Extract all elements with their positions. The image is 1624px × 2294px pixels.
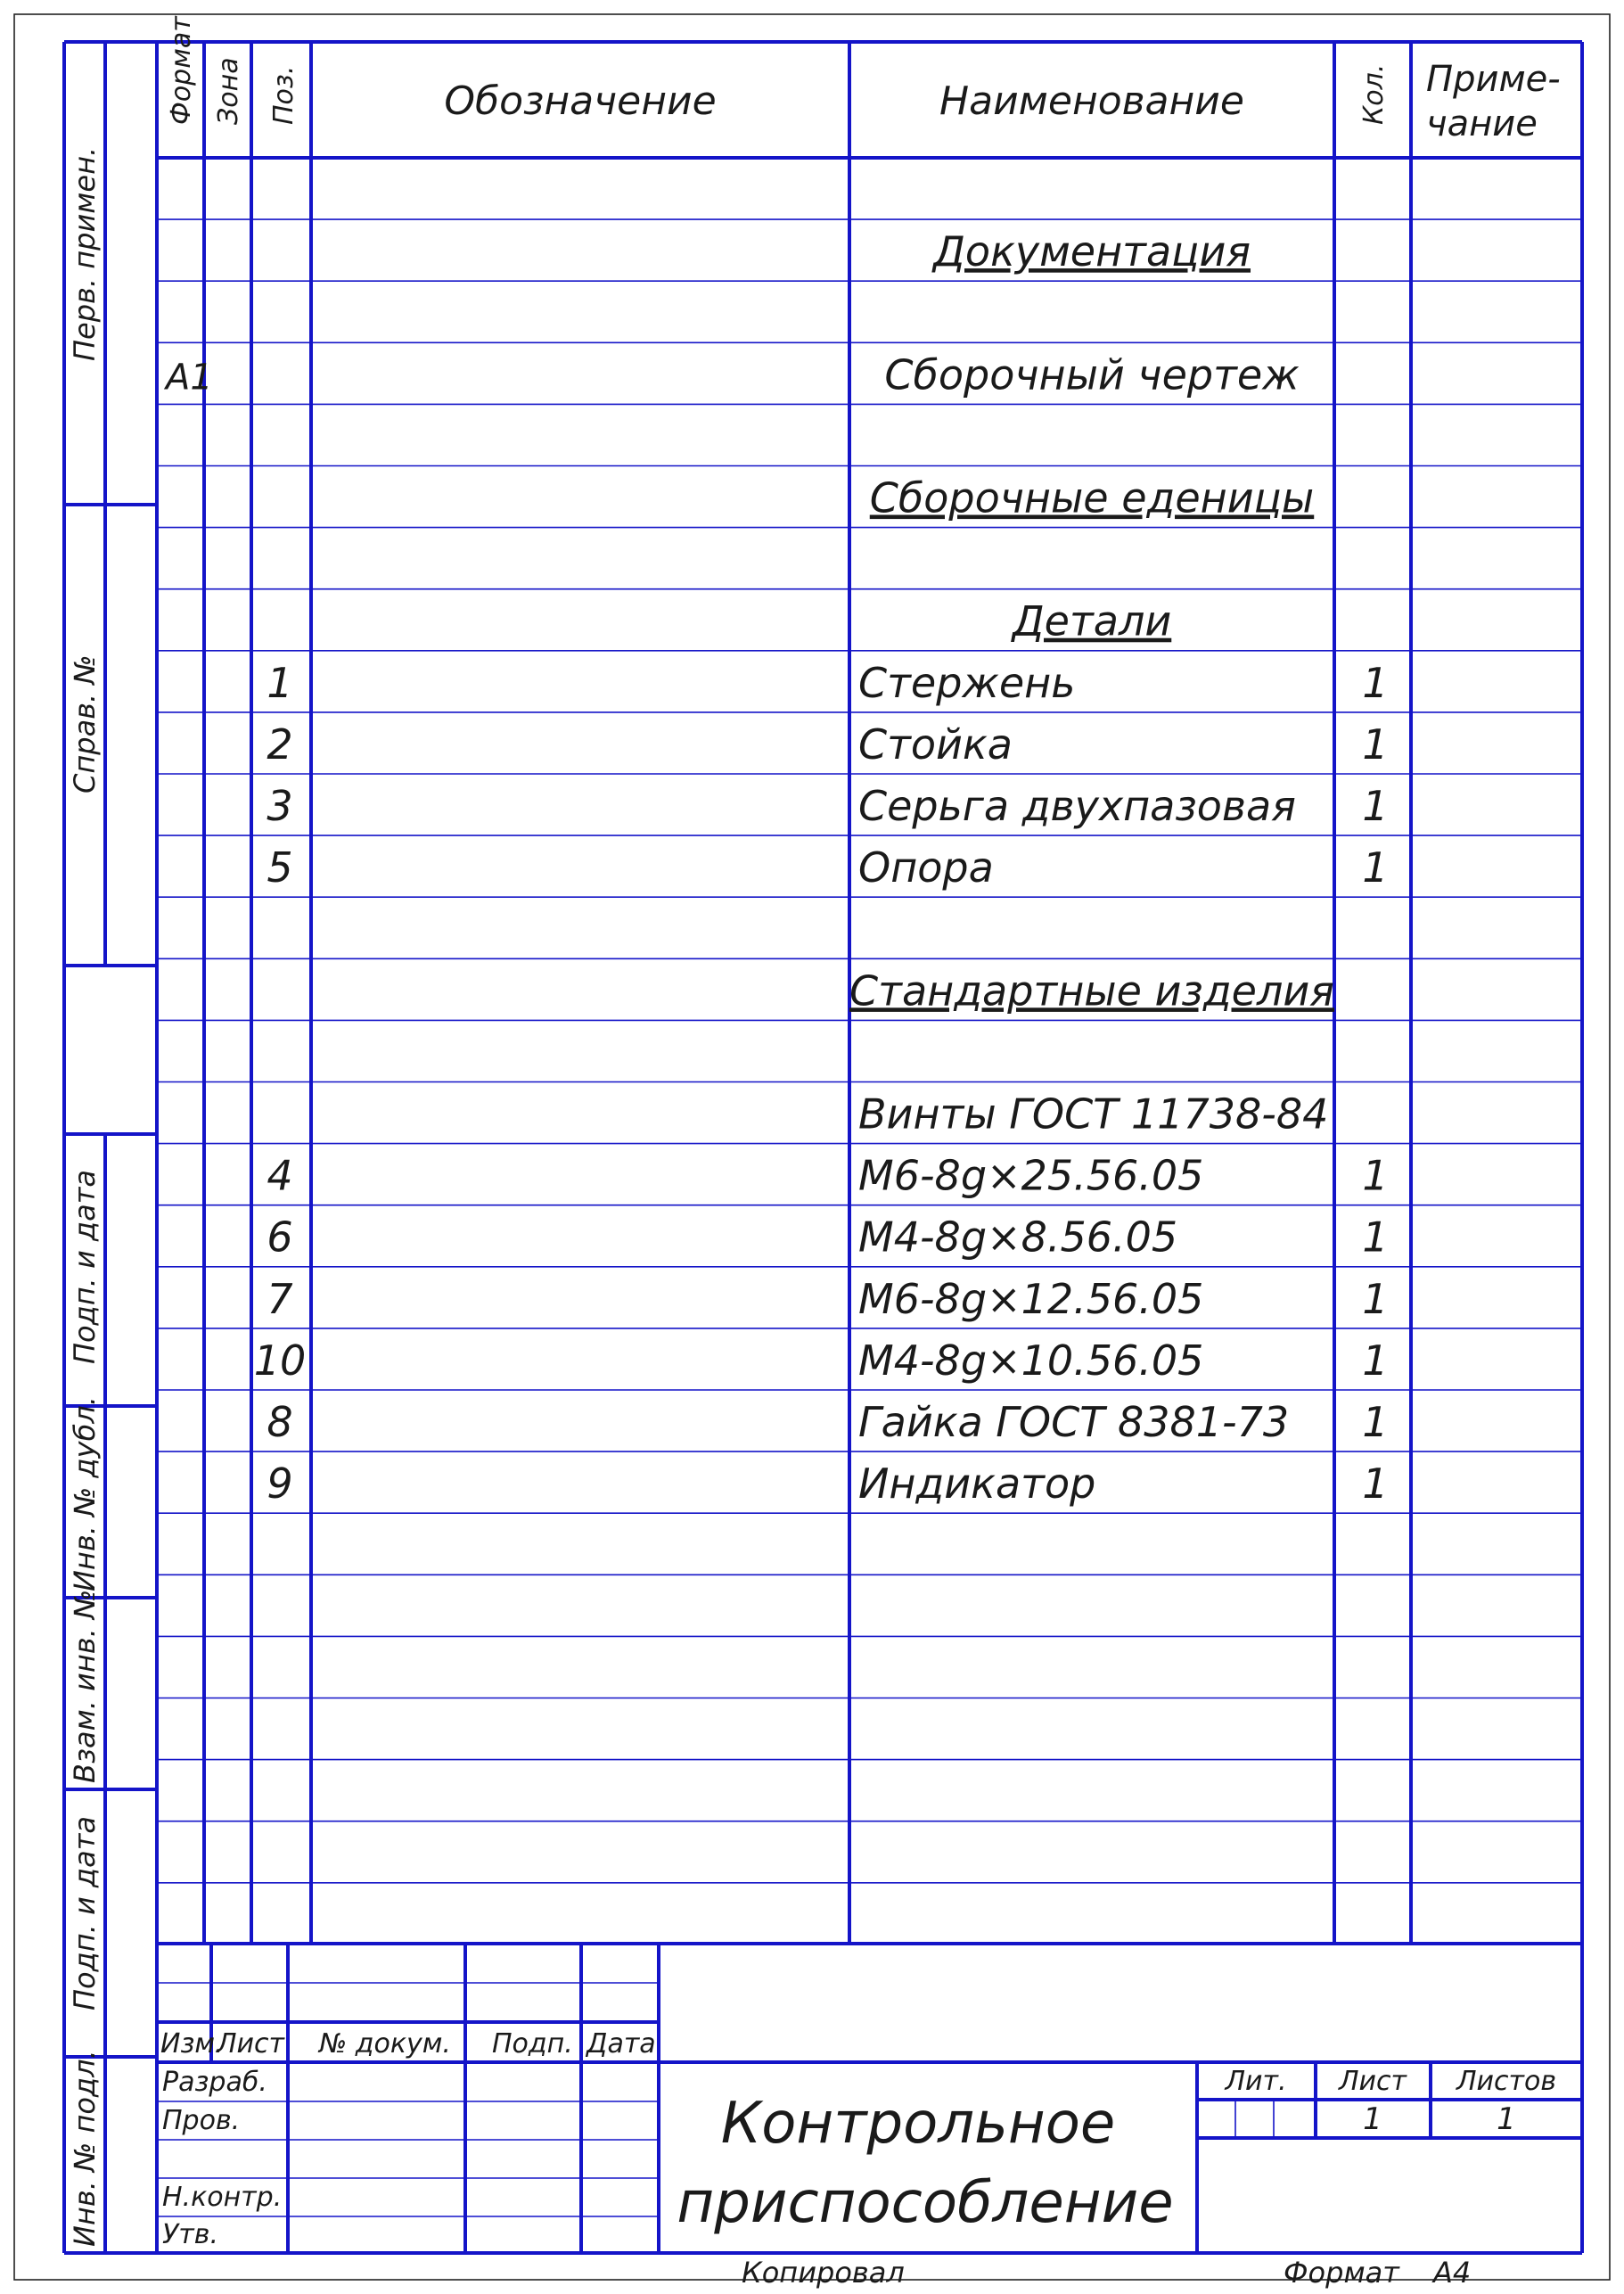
tb-izm: Изм. bbox=[160, 2028, 224, 2060]
row-pos: 6 bbox=[267, 1213, 293, 1262]
strip-inv-podl: Инв. № подл. bbox=[68, 2050, 102, 2247]
header-pos: Поз. bbox=[268, 65, 299, 125]
row-qty: 1 bbox=[1362, 1459, 1389, 1509]
tb-sheets-total: 1 bbox=[1497, 2101, 1516, 2137]
row-name: М6-8g×12.56.05 bbox=[858, 1274, 1204, 1323]
footer-kopiroval: Копировал bbox=[742, 2256, 905, 2290]
table-row bbox=[267, 782, 1388, 830]
footer bbox=[742, 2256, 1471, 2290]
tb-utv: Утв. bbox=[162, 2219, 218, 2250]
table-row bbox=[254, 1336, 1389, 1385]
row-qty: 1 bbox=[1362, 1213, 1389, 1262]
table-header bbox=[166, 15, 1561, 144]
row-qty: 1 bbox=[1362, 782, 1389, 830]
table-row bbox=[931, 227, 1251, 275]
row-name: М4-8g×10.56.05 bbox=[858, 1336, 1204, 1385]
sheet-trim-frame bbox=[14, 14, 1610, 2280]
table-row bbox=[163, 350, 1300, 399]
row-name: Стойка bbox=[858, 719, 1013, 769]
strip-inv-dubl: Инв. № дубл. bbox=[68, 1396, 102, 1591]
row-name: М6-8g×25.56.05 bbox=[858, 1151, 1204, 1200]
header-note-line1: Приме- bbox=[1426, 59, 1561, 100]
header-note-line2: чание bbox=[1426, 103, 1538, 144]
strip-perv-primen: Перв. примен. bbox=[68, 146, 102, 361]
row-pos: 8 bbox=[267, 1398, 293, 1446]
header-designation: Обозначение bbox=[444, 78, 717, 124]
table-row bbox=[267, 1275, 1388, 1323]
row-pos: 7 bbox=[267, 1274, 293, 1323]
strip-vzam-inv: Взам. инв. № bbox=[68, 1589, 102, 1783]
tb-listov-label: Листов bbox=[1456, 2066, 1557, 2097]
row-pos: 3 bbox=[267, 782, 293, 830]
row-qty: 1 bbox=[1362, 843, 1389, 892]
tb-list: Лист bbox=[217, 2028, 285, 2060]
table-row bbox=[267, 720, 1388, 769]
table-row bbox=[870, 474, 1314, 522]
tb-data: Дата bbox=[586, 2028, 656, 2060]
tb-title-line1: Контрольное bbox=[720, 2091, 1116, 2157]
tb-lit: Лит. bbox=[1225, 2066, 1287, 2097]
row-name: Винты ГОСТ 11738-84 bbox=[858, 1089, 1329, 1139]
footer-format-value: А4 bbox=[1433, 2256, 1472, 2290]
tb-prov: Пров. bbox=[162, 2105, 241, 2136]
row-lines bbox=[157, 219, 1582, 1883]
row-qty: 1 bbox=[1362, 1336, 1389, 1385]
tb-list-label: Лист bbox=[1338, 2066, 1407, 2097]
table-row bbox=[858, 1090, 1328, 1139]
table-row bbox=[267, 843, 1388, 892]
row-name: Стержень bbox=[858, 658, 1076, 707]
strip-sprav-no: Справ. № bbox=[68, 654, 102, 793]
strip-podp-data-lower: Подп. и дата bbox=[68, 1816, 102, 2010]
row-name: Сборочные еденицы bbox=[869, 473, 1315, 522]
table-row bbox=[267, 1459, 1388, 1508]
row-qty: 1 bbox=[1362, 1398, 1389, 1446]
row-pos: 4 bbox=[267, 1151, 293, 1200]
footer-format-label: Формат bbox=[1284, 2256, 1399, 2290]
tb-razrab: Разраб. bbox=[162, 2067, 267, 2098]
tb-podp: Подп. bbox=[492, 2028, 573, 2060]
row-name: Детали bbox=[1012, 596, 1172, 645]
spec-table bbox=[64, 42, 1582, 2253]
tb-n-kontr: Н.контр. bbox=[162, 2182, 283, 2213]
tb-no-dokum: № докум. bbox=[319, 2028, 451, 2060]
header-zone: Зона bbox=[213, 57, 244, 125]
row-name: Сборочный чертеж bbox=[884, 350, 1300, 399]
row-name: Индикатор bbox=[858, 1459, 1096, 1509]
row-name: Опора bbox=[858, 843, 994, 892]
row-pos: 10 bbox=[253, 1336, 307, 1385]
table-row bbox=[267, 659, 1388, 707]
row-format: А1 bbox=[166, 357, 213, 399]
table-row bbox=[849, 966, 1334, 1015]
table-row bbox=[1011, 597, 1172, 645]
table-rows bbox=[163, 227, 1389, 1508]
row-pos: 1 bbox=[267, 658, 293, 707]
tb-title-line2: приспособление bbox=[677, 2170, 1174, 2236]
row-pos: 2 bbox=[267, 719, 293, 769]
strip-podp-data-upper: Подп. и дата bbox=[68, 1170, 102, 1364]
left-strip bbox=[64, 42, 157, 2253]
header-format: Формат bbox=[166, 16, 197, 125]
title-block bbox=[157, 1944, 1582, 2253]
table-row bbox=[267, 1213, 1388, 1262]
row-pos: 5 bbox=[267, 843, 293, 892]
row-qty: 1 bbox=[1362, 1274, 1389, 1323]
table-row bbox=[267, 1398, 1388, 1446]
row-name: М4-8g×8.56.05 bbox=[858, 1213, 1178, 1262]
row-name: Документация bbox=[932, 227, 1251, 276]
row-qty: 1 bbox=[1362, 719, 1389, 769]
header-name: Наименование bbox=[939, 78, 1244, 124]
row-qty: 1 bbox=[1362, 658, 1389, 707]
row-name: Гайка ГОСТ 8381-73 bbox=[858, 1398, 1290, 1446]
table-row bbox=[267, 1152, 1388, 1200]
row-name: Серьга двухпазовая bbox=[858, 782, 1296, 830]
row-pos: 9 bbox=[267, 1459, 293, 1509]
row-name: Стандартные изделия bbox=[849, 966, 1334, 1015]
row-qty: 1 bbox=[1362, 1151, 1389, 1200]
tb-sheet-no: 1 bbox=[1363, 2101, 1382, 2137]
header-qty: Кол. bbox=[1358, 63, 1390, 125]
